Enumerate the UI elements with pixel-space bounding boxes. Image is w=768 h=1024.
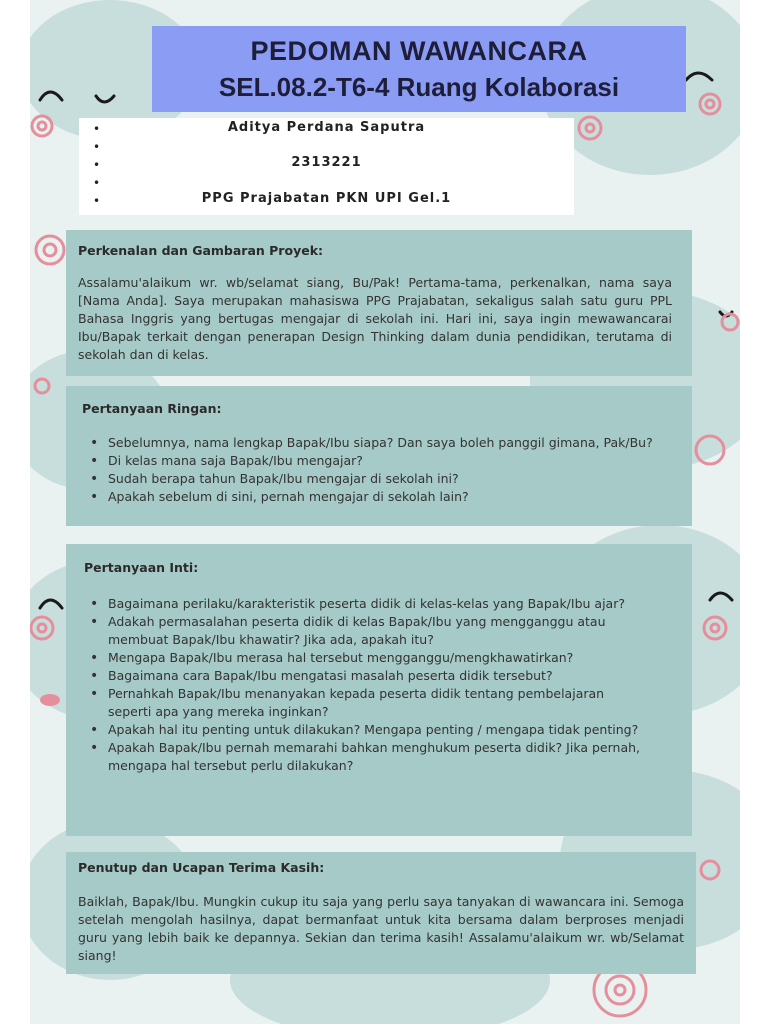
intro-heading: Perkenalan dan Gambaran Proyek: <box>78 243 324 258</box>
list-item: • Adakah permasalahan peserta didik di kelas Bapak/Ibu yang mengganggu atau membuat Bapak/Ibu khawatir? Jika ada, apakah itu? <box>90 613 650 649</box>
core-questions-list <box>90 595 650 775</box>
closing-paragraph: Baiklah, Bapak/Ibu. Mungkin cukup itu saja yang perlu saya tanyakan di wawancara ini. Semoga setelah mengolah hasilnya, dapat bermanfaat untuk kita bersama dalam berproses menjadi guru yang lebih baik ke depannya. Sekian dan terima kasih! Assalamu'alaikum wr. wb/Selamat siang! <box>78 894 684 963</box>
core-questions-heading: Pertanyaan Inti: <box>84 560 199 575</box>
bullet-icon: • <box>93 158 101 172</box>
list-item: • Bagaimana perilaku/karakteristik peserta didik di kelas-kelas yang Bapak/Ibu ajar? <box>90 595 650 613</box>
document-subtitle: SEL.08.2-T6-4 Ruang Kolaborasi <box>218 72 620 102</box>
light-questions-list <box>90 434 680 506</box>
list-item: • Di kelas mana saja Bapak/Ibu mengajar? <box>90 452 680 470</box>
bullet-icon: • <box>93 194 101 208</box>
program-name: PPG Prajabatan PKN UPI Gel.1 <box>201 191 452 206</box>
list-item: • Apakah hal itu penting untuk dilakukan? Mengapa penting / mengapa tidak penting? <box>90 721 650 739</box>
document-title: PEDOMAN WAWANCARA <box>250 36 588 66</box>
core-questions-card <box>66 544 692 836</box>
list-item: • Apakah sebelum di sini, pernah mengajar di sekolah lain? <box>90 488 680 506</box>
list-item: • Sudah berapa tahun Bapak/Ibu mengajar di sekolah ini? <box>90 470 680 488</box>
bullet-icon: • <box>93 140 101 154</box>
list-item: • Bagaimana cara Bapak/Ibu mengatasi masalah peserta didik tersebut? <box>90 667 650 685</box>
list-item: • Sebelumnya, nama lengkap Bapak/Ibu siapa? Dan saya boleh panggil gimana, Pak/Bu? <box>90 434 680 452</box>
intro-paragraph: Assalamu'alaikum wr. wb/selamat siang, Bu/Pak! Pertama-tama, perkenalkan, nama saya [Nama Anda]. Saya merupakan mahasiswa PPG Prajabatan, sekaligus salah satu guru PPL Bahasa Inggris yang bertugas mengajar di sekolah ini. Hari ini, saya ingin mewawancarai Ibu/Bapak terkait dengan penerapan Design Thinking dalam dunia pendidikan, terutama di sekolah dan di kelas. <box>78 275 672 362</box>
closing-heading: Penutup dan Ucapan Terima Kasih: <box>78 860 325 875</box>
list-item: • Mengapa Bapak/Ibu merasa hal tersebut mengganggu/mengkhawatirkan? <box>90 649 650 667</box>
list-item: • Apakah Bapak/Ibu pernah memarahi bahkan menghukum peserta didik? Jika pernah, mengapa hal tersebut perlu dilakukan? <box>90 739 650 775</box>
light-questions-heading: Pertanyaan Ringan: <box>82 401 222 416</box>
closing-card <box>66 852 696 974</box>
light-questions-card <box>66 386 692 526</box>
author-info-box <box>79 118 574 215</box>
intro-card <box>66 230 692 376</box>
bullet-icon: • <box>93 176 101 190</box>
list-item: • Pernahkah Bapak/Ibu menanyakan kepada peserta didik tentang pembelajaran seperti apa yang mereka inginkan? <box>90 685 650 721</box>
student-id: 2313221 <box>291 155 362 170</box>
bullet-icon: • <box>93 122 101 136</box>
title-banner <box>152 26 686 112</box>
author-name: Aditya Perdana Saputra <box>227 120 426 135</box>
